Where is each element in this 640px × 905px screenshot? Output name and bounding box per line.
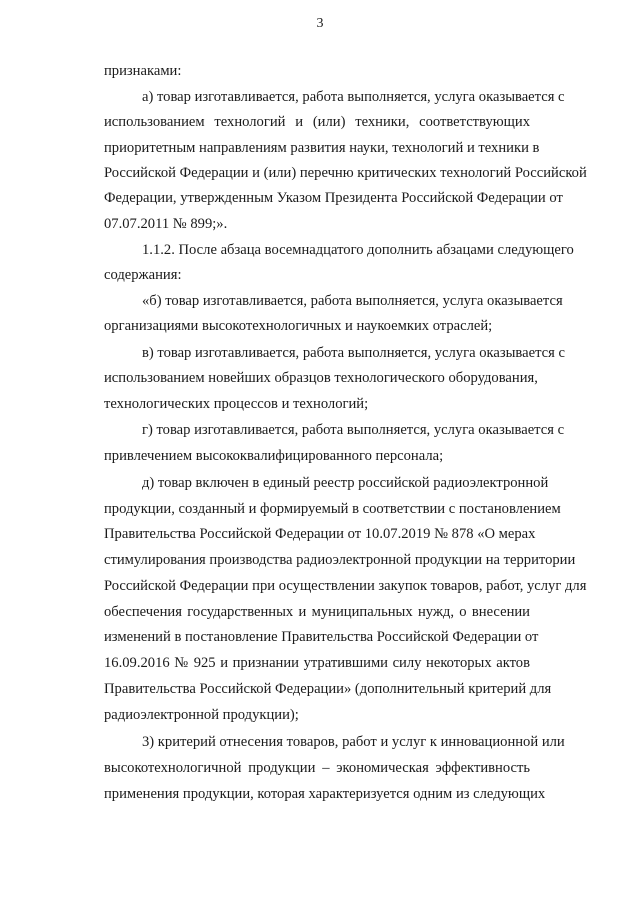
text-line: «б) товар изготавливается, работа выполняется, услуга оказывается [142,293,563,309]
text-line: обеспечения государственных и муниципальных нужд, о внесении [104,604,530,620]
text-line: г) товар изготавливается, работа выполняется, услуга оказывается с [142,422,565,438]
text-line: Российской Федерации и (или) перечню критических технологий Российской [104,165,587,181]
page-number: 3 [316,16,324,31]
text-line: применения продукции, которая характеризуется одним из следующих [104,786,546,802]
text-line: а) товар изготавливается, работа выполняется, услуга оказывается с [142,89,565,105]
text-line: изменений в постановление Правительства Российской Федерации от [104,629,539,645]
text-line: использованием новейших образцов технологического оборудования, [104,370,538,386]
text-line: 1.1.2. После абзаца восемнадцатого дополнить абзацами следующего [142,242,574,258]
text-line: Российской Федерации при осуществлении закупок товаров, работ, услуг для [104,578,587,594]
text-line: в) товар изготавливается, работа выполняется, услуга оказывается с [142,345,565,361]
text-line: продукции, созданный и формируемый в соответствии с постановлением [104,501,561,517]
text-line: 16.09.2016 № 925 и признании утратившими силу некоторых актов [104,655,530,671]
text-line: Правительства Российской Федерации» (дополнительный критерий для [104,681,552,697]
text-line: 07.07.2011 № 899;». [104,216,228,232]
text-line: использованием технологий и (или) техники, соответствующих [104,114,530,130]
text-line: 3) критерий отнесения товаров, работ и услуг к инновационной или [142,734,565,750]
text-line: признаками: [104,63,182,79]
text-line: радиоэлектронной продукции); [104,707,299,723]
text-line: Правительства Российской Федерации от 10.07.2019 № 878 «О мерах [104,526,536,542]
text-line: приоритетным направлениям развития науки, технологий и техники в [104,140,540,156]
text-line: высокотехнологичной продукции – экономическая эффективность [104,760,530,776]
text-line: содержания: [104,267,182,283]
text-line: привлечением высококвалифицированного персонала; [104,448,444,464]
text-line: технологических процессов и технологий; [104,396,369,412]
text-line: Федерации, утвержденным Указом Президента Российской Федерации от [104,190,563,206]
text-line: стимулирования производства радиоэлектронной продукции на территории [104,552,576,568]
text-line: д) товар включен в единый реестр российской радиоэлектронной [142,475,549,491]
text-line: организациями высокотехнологичных и наукоемких отраслей; [104,318,493,334]
